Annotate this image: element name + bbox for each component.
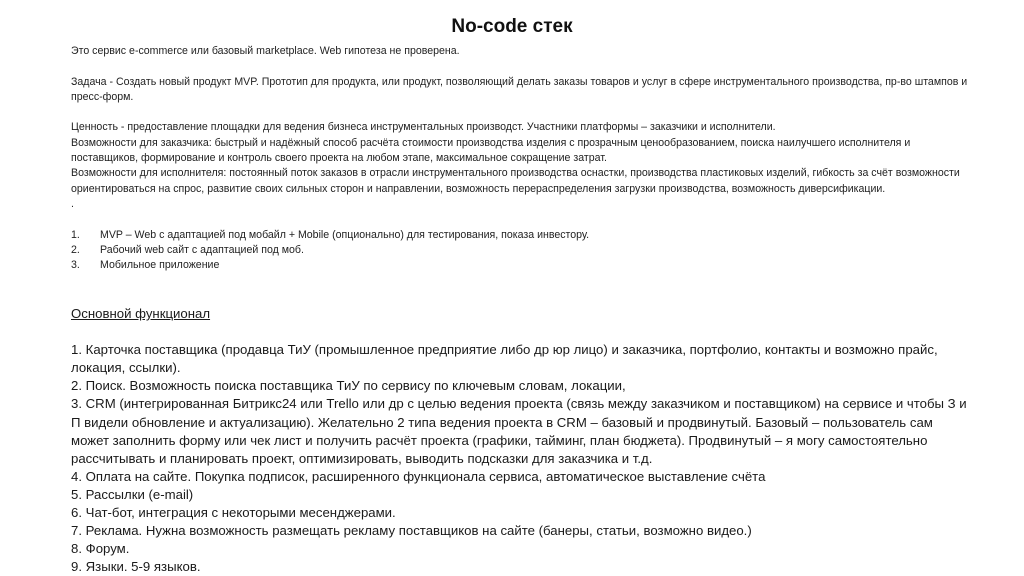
functional-item: 7. Реклама. Нужна возможность размещать рекламу поставщиков на сайте (банеры, статьи, возможно видео.)	[71, 523, 752, 539]
value-text: Ценность - предоставление площадки для ведения бизнеса инструментальных производст. Участники платформы – заказчики и исполнители.	[71, 121, 776, 134]
list-item: 3. Мобильное приложение	[71, 259, 220, 272]
separator-dot: .	[71, 197, 74, 210]
functional-item: 8. Форум.	[71, 541, 130, 557]
description-block	[71, 44, 971, 273]
page-title: No-code стек	[451, 16, 573, 37]
task-text: Задача - Создать новый продукт MVP. Прототип для продукта, или продукт, позволяющий делать заказы товаров и услуг в сфере инструментального производства, пр-во штампов и пресс-форм.	[71, 75, 968, 103]
functional-item: 1. Карточка поставщика (продавца ТиУ (промышленное предприятие либо др юр лицо) и заказчика, портфолио, контакты и возможно прайс, локация, ссылки).	[71, 342, 938, 376]
functional-heading: Основной функционал	[71, 306, 211, 321]
customer-opportunities-text: Возможности для заказчика: быстрый и надёжный способ расчёта стоимости производства изделия с прозрачным ценообразованием, поиска наилучшего исполнителя и поставщиков, формирование и контроль своего проекта на любом этапе, максимальное сокращение затрат.	[71, 136, 911, 165]
plan-list	[71, 228, 971, 274]
functional-item: 4. Оплата на сайте. Покупка подписок, расширенного функционала сервиса, автоматическое выставление счёта	[71, 468, 766, 484]
functional-block	[71, 305, 971, 576]
list-item: 1. MVP – Web с адаптацией под мобайл + Mobile (опционально) для тестирования, показа инвестору.	[71, 228, 590, 241]
functional-item: 3. CRM (интегрированная Битрикс24 или Trello или др с целью ведения проекта (связь между заказчиком и поставщиком) на сервисе и чтобы З и П видели обновление и актуализацию). Желательно 2 типа ведения проекта в CRM – базовый и продвинутый. Базовый – пользователь сам может заполнить форму или чек лист и получить расчёт проекта (графики, тайминг, план бюджета). Продвинутый – я могу самостоятельно рассчитывать и планировать проект, оптимизировать, выводить подсказки для заказчика и т.д.	[71, 396, 967, 466]
list-item: 2. Рабочий web сайт с адаптацией под моб.	[71, 243, 304, 256]
functional-item: 6. Чат-бот, интеграция с некоторыми месенджерами.	[71, 505, 396, 521]
functional-item: 9. Языки. 5-9 языков.	[71, 559, 201, 575]
functional-item: 5. Рассылки (e-mail)	[71, 486, 194, 502]
functional-item: 2. Поиск. Возможность поиска поставщика ТиУ по сервису по ключевым словам, локации,	[71, 378, 626, 394]
intro-text: Это сервис e-commerce или базовый marketplace. Web гипотеза не проверена.	[71, 45, 460, 57]
executor-opportunities-text: Возможности для исполнителя: постоянный поток заказов в отрасли инструментального производства оснастки, производства пластиковых изделий, гибкость за счёт возможности ориентироваться на спрос, развитие своих сильных сторон и направлении, возможность перераспределения загрузки производства, возможность диверсификации.	[71, 167, 960, 195]
